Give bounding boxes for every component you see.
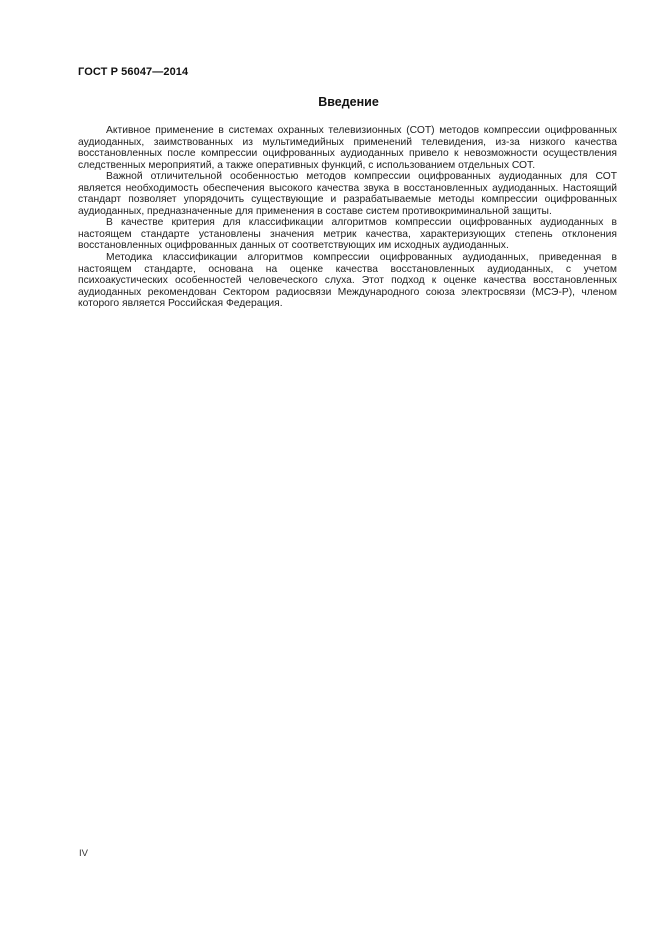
paragraph-3: В качестве критерия для классификации алгоритмов компрессии оцифрованных аудиоданных в настоящем стандарте установлены значения метрик качества, характеризующих степень отклонения восстановленных оцифрованных данных от соответствующих им исходных аудиоданных. bbox=[78, 217, 617, 252]
paragraph-4: Методика классификации алгоритмов компрессии оцифрованных аудиоданных, приведенная в настоящем стандарте, основана на оценке качества восстановленных аудиоданных, с учетом психоакустических особенностей человеческого слуха. Этот подход к оценке качества восстановленных аудиоданных рекомендован Сектором радиосвязи Международного союза электросвязи (МСЭ-Р), членом которого является Российская Федерация. bbox=[78, 252, 617, 310]
paragraph-2: Важной отличительной особенностью методов компрессии оцифрованных аудиоданных для СОТ является необходимость обеспечения высокого качества звука в восстановленных аудиоданных. Настоящий стандарт позволяет упорядочить существующие и разрабатываемые методы компрессии оцифрованных аудиоданных, предназначенные для применения в составе систем противокриминальной защиты. bbox=[78, 171, 617, 217]
page-number: IV bbox=[79, 848, 88, 859]
section-title: Введение bbox=[318, 95, 379, 109]
body-text bbox=[78, 125, 617, 310]
paragraph-1: Активное применение в системах охранных телевизионных (СОТ) методов компрессии оцифрованных аудиоданных, заимствованных из мультимедийных применений телевидения, из-за низкого качества восстановленных после компрессии оцифрованных аудиоданных привело к невозможности осуществления следственных мероприятий, а также оперативных функций, с использованием отдельных СОТ. bbox=[78, 125, 617, 171]
document-code: ГОСТ Р 56047—2014 bbox=[78, 66, 189, 78]
